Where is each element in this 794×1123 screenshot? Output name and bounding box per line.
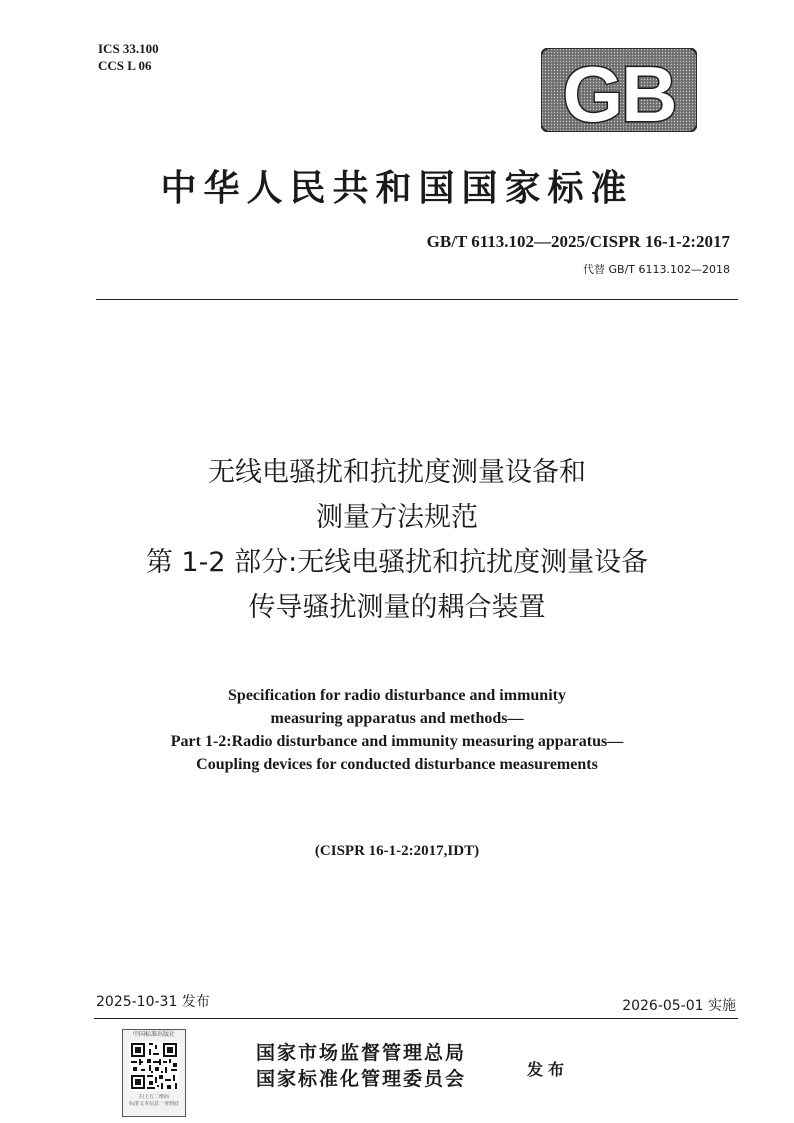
english-title	[0, 684, 794, 776]
english-title-line-2: measuring apparatus and methods—	[270, 710, 524, 727]
header-divider	[96, 299, 738, 300]
standard-number: GB/T 6113.102—2025/CISPR 16-1-2:2017	[426, 232, 730, 251]
qr-code-icon[interactable]	[129, 1041, 179, 1091]
adoption-statement: (CISPR 16-1-2:2017,IDT)	[314, 843, 480, 859]
issue-date: 2025-10-31 发布	[96, 994, 210, 1010]
ccs-code: CCS L 06	[98, 58, 152, 73]
classification-codes	[98, 40, 159, 74]
gb-logo	[541, 48, 697, 132]
english-title-line-4: Coupling devices for conducted disturbance measurements	[196, 756, 598, 773]
issuing-authorities	[256, 1040, 466, 1092]
qr-code-label	[122, 1029, 186, 1117]
english-title-line-3: Part 1-2:Radio disturbance and immunity measuring apparatus—	[170, 733, 624, 750]
chinese-title-line-1: 无线电骚扰和抗扰度测量设备和	[208, 457, 586, 488]
ics-code: ICS 33.100	[98, 41, 159, 56]
replaces-standard: 代替 GB/T 6113.102—2018	[583, 263, 730, 276]
chinese-title	[0, 450, 794, 630]
issuer-sac: 国家标准化管理委员会	[256, 1068, 467, 1090]
chinese-title-line-3: 第 1-2 部分:无线电骚扰和抗扰度测量设备	[145, 547, 649, 578]
publish-label: 发布	[527, 1060, 570, 1079]
issuer-samr: 国家市场监督管理总局	[256, 1042, 467, 1064]
chinese-title-line-4: 传导骚扰测量的耦合装置	[248, 592, 546, 623]
national-standard-title: 中华人民共和国国家标准	[160, 167, 634, 209]
chinese-title-line-2: 测量方法规范	[316, 502, 478, 533]
qr-note-line-1: 扫上方二维码	[138, 1094, 169, 1100]
qr-note-line-2: 标准文本信息一查到底	[128, 1101, 179, 1107]
gb-logo-text: GB	[562, 50, 676, 132]
implementation-date: 2026-05-01 实施	[622, 998, 736, 1014]
english-title-line-1: Specification for radio disturbance and immunity	[228, 687, 566, 704]
footer-divider	[94, 1018, 738, 1019]
qr-notes	[125, 1094, 183, 1108]
qr-publisher-label: 中国标准出版社	[132, 1031, 175, 1038]
